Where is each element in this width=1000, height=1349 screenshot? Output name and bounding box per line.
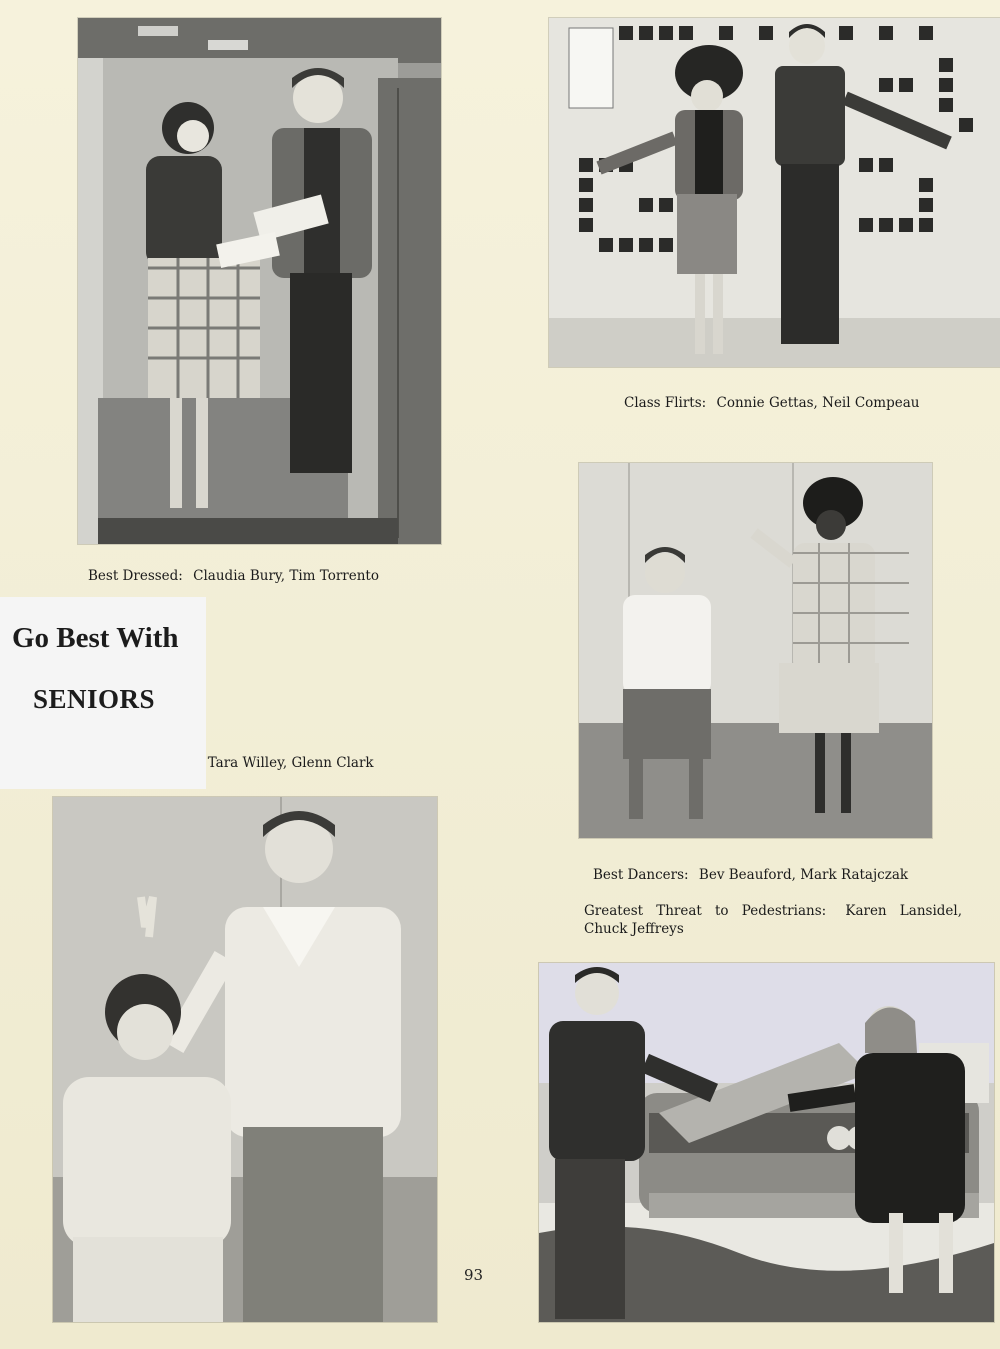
- page-title: Go Best With: [12, 622, 179, 654]
- caption-names: Connie Gettas, Neil Compeau: [716, 395, 920, 411]
- caption-greatest-threat: [584, 902, 962, 938]
- caption-names: Tara Willey, Glenn Clark: [207, 755, 374, 771]
- page-subtitle: SENIORS: [33, 684, 156, 714]
- caption-names: Bev Beauford, Mark Ratajczak: [698, 867, 909, 883]
- photo-best-dressed: [78, 18, 441, 544]
- photo-most-sincere: [53, 797, 437, 1322]
- photo-class-flirts: [549, 18, 1000, 367]
- caption-class-flirts: [624, 394, 920, 412]
- caption-label: Best Dressed:: [88, 568, 183, 584]
- caption-best-dancers: [593, 866, 908, 884]
- caption-label: Greatest Threat to Pedestrians:: [584, 903, 827, 919]
- photo-greatest-threat: [539, 963, 994, 1322]
- caption-label: Best Dancers:: [593, 867, 689, 883]
- caption-label: Class Flirts:: [624, 395, 707, 411]
- caption-best-dressed: [88, 567, 379, 585]
- photo-best-dancers: [579, 463, 932, 838]
- page-number: 93: [464, 1266, 484, 1284]
- caption-names: Claudia Bury, Tim Torrento: [193, 568, 379, 584]
- caption-names: Karen Lansidel, Chuck Jeffreys: [584, 903, 962, 937]
